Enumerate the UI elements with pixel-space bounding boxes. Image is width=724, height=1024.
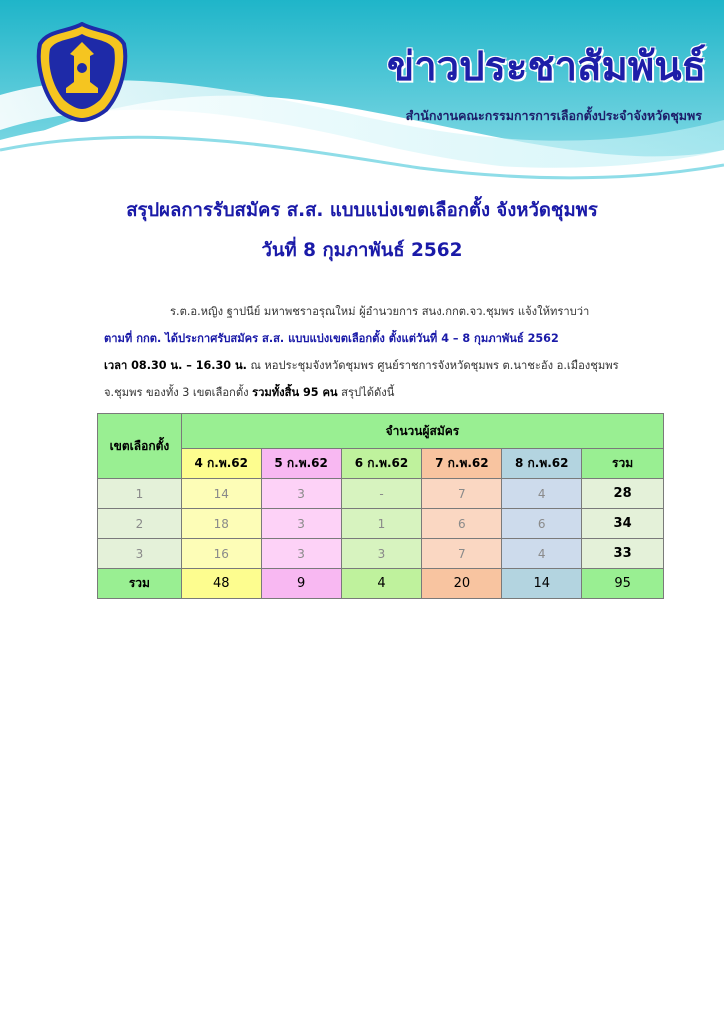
summary-text: สรุปได้ดังนี้ — [337, 386, 395, 399]
total-row — [98, 569, 664, 599]
document-title: สรุปผลการรับสมัคร ส.ส. แบบแบ่งเขตเลือกตั้ง จังหวัดชุมพร — [126, 200, 598, 221]
venue-text: ณ หอประชุมจังหวัดชุมพร ศูนย์ราชการจังหวัดชุมพร ต.นาชะอัง อ.เมืองชุมพร — [246, 359, 619, 372]
ect-seal-logo — [36, 22, 128, 122]
candidates-table — [97, 413, 664, 599]
candidates-group-header: จำนวนผู้สมัคร — [181, 414, 663, 449]
para-line-4 — [104, 379, 660, 406]
total-count-cell: 14 — [502, 569, 582, 599]
document-date: วันที่ 8 กุมภาพันธ์ 2562 — [261, 240, 463, 261]
row-total-cell: 28 — [582, 479, 664, 509]
row-total-cell: 34 — [582, 509, 664, 539]
table-row — [98, 539, 664, 569]
count-cell: 1 — [341, 509, 422, 539]
total-count-cell: 48 — [181, 569, 261, 599]
count-cell: 6 — [502, 509, 582, 539]
count-cell: 14 — [181, 479, 261, 509]
column-header: 8 ก.พ.62 — [502, 449, 582, 479]
total-label-cell: รวม — [98, 569, 182, 599]
count-cell: 3 — [261, 479, 341, 509]
count-cell: 3 — [341, 539, 422, 569]
count-cell: 4 — [502, 539, 582, 569]
header-banner — [0, 0, 724, 185]
para-line-3 — [104, 352, 660, 379]
banner-subtitle: สำนักงานคณะกรรมการการเลือกตั้งประจำจังหวัดชุมพร — [405, 108, 702, 123]
count-cell: 3 — [261, 539, 341, 569]
column-header-total: รวม — [582, 449, 664, 479]
table-row — [98, 509, 664, 539]
district-cell: 1 — [98, 479, 182, 509]
banner-title: ข่าวประชาสัมพันธ์ — [386, 44, 706, 90]
announcement-paragraph — [104, 298, 660, 406]
count-cell: 7 — [422, 539, 502, 569]
column-header: 6 ก.พ.62 — [341, 449, 422, 479]
district-cell: 2 — [98, 509, 182, 539]
count-cell: 7 — [422, 479, 502, 509]
column-header: 4 ก.พ.62 — [181, 449, 261, 479]
count-cell: 6 — [422, 509, 502, 539]
scope-text: จ.ชุมพร ของทั้ง 3 เขตเลือกตั้ง — [104, 386, 253, 399]
total-count-cell: 9 — [261, 569, 341, 599]
column-header: 5 ก.พ.62 — [261, 449, 341, 479]
para-line-2: ตามที่ กกต. ได้ประกาศรับสมัคร ส.ส. แบบแบ่งเขตเลือกตั้ง ตั้งแต่วันที่ 4 – 8 กุมภาพันธ์ 2562 — [104, 332, 559, 345]
column-header: 7 ก.พ.62 — [422, 449, 502, 479]
grand-total-cell: 95 — [582, 569, 664, 599]
count-cell: 3 — [261, 509, 341, 539]
count-cell: 18 — [181, 509, 261, 539]
total-candidates-text: รวมทั้งสิ้น 95 คน — [252, 386, 338, 399]
para-line-1: ร.ต.อ.หญิง ฐาปนีย์ มหาพชราอรุณใหม่ ผู้อำนวยการ สนง.กกต.จว.ชุมพร แจ้งให้ทราบว่า — [170, 305, 590, 318]
count-cell: 16 — [181, 539, 261, 569]
total-count-cell: 4 — [341, 569, 422, 599]
table-row — [98, 479, 664, 509]
count-cell: - — [341, 479, 422, 509]
time-range: เวลา 08.30 น. – 16.30 น. — [104, 359, 247, 372]
total-count-cell: 20 — [422, 569, 502, 599]
count-cell: 4 — [502, 479, 582, 509]
district-header: เขตเลือกตั้ง — [98, 414, 182, 479]
district-cell: 3 — [98, 539, 182, 569]
row-total-cell: 33 — [582, 539, 664, 569]
